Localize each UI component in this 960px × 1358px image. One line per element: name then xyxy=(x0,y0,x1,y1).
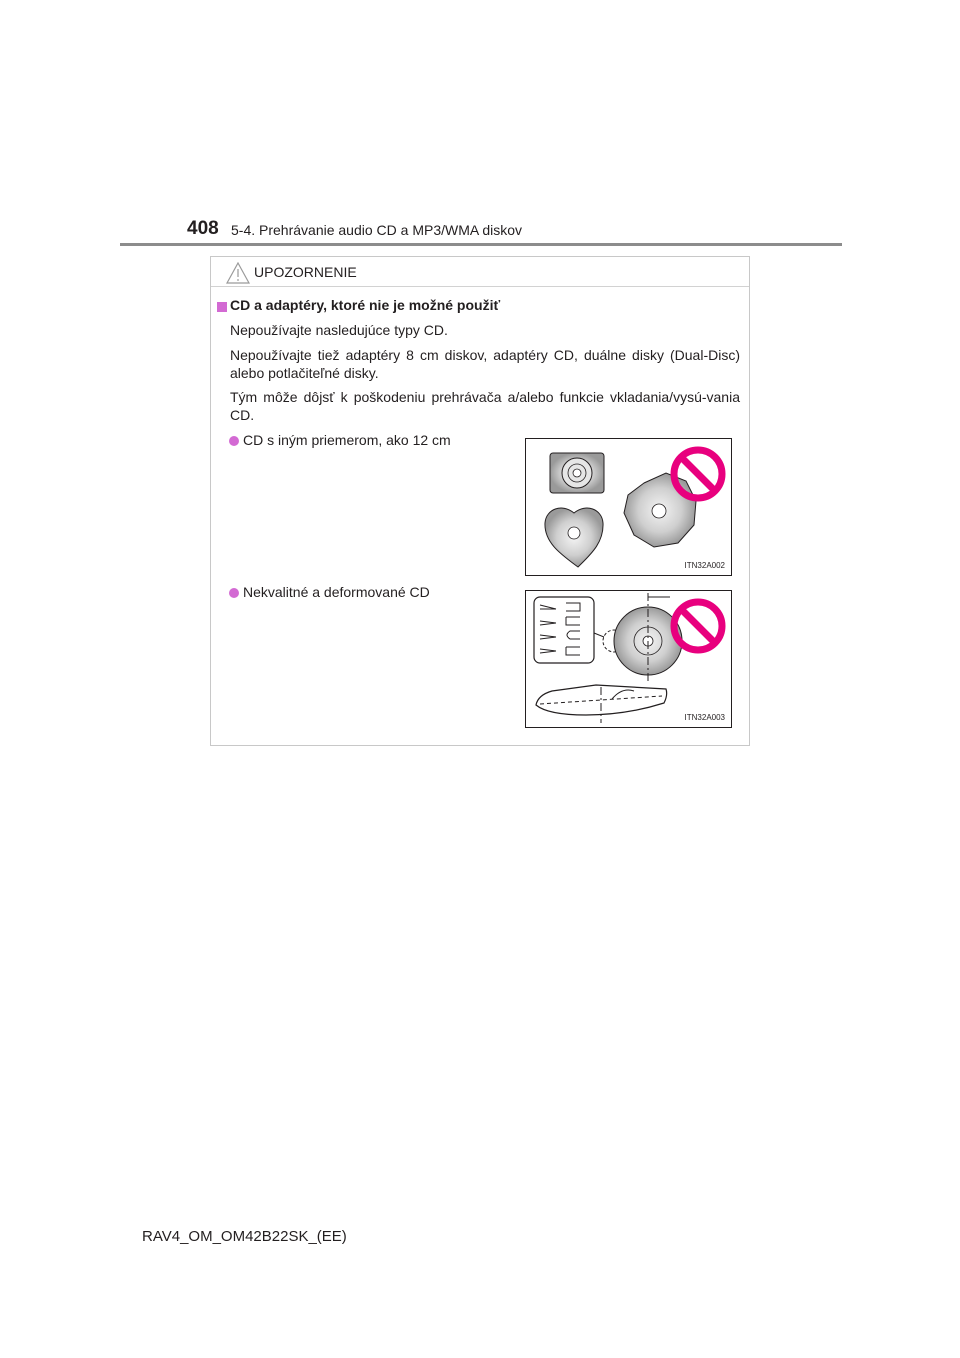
paragraph-2: Nepoužívajte tiež adaptéry 8 cm diskov, adaptéry CD, duálne disky (Dual-Disc) alebo potlačiteľné disky. xyxy=(230,347,740,381)
figure-code: ITN32A003 xyxy=(684,713,725,722)
square-bullet-icon xyxy=(217,302,227,312)
figure-odd-shaped-cds xyxy=(525,438,732,576)
odd-shaped-cd-illustration xyxy=(526,439,731,575)
bullet-text: CD s iným priemerom, ako 12 cm xyxy=(243,432,451,448)
round-bullet-icon xyxy=(229,436,239,446)
bullet-text: Nekvalitné a deformované CD xyxy=(243,584,430,600)
caution-heading: CD a adaptéry, ktoré nie je možné použiť xyxy=(230,297,501,313)
page-number: 408 xyxy=(187,218,219,239)
figure-deformed-cd xyxy=(525,590,732,728)
figure-code: ITN32A002 xyxy=(684,561,725,570)
deformed-cd-illustration xyxy=(526,591,731,727)
section-title: 5-4. Prehrávanie audio CD a MP3/WMA diskov xyxy=(231,222,523,238)
paragraph-3: Tým môže dôjsť k poškodeniu prehrávača a/alebo funkcie vkladania/vysú-vania CD. xyxy=(230,389,740,423)
caution-label: UPOZORNENIE xyxy=(254,264,357,280)
warning-triangle-icon xyxy=(226,262,250,284)
round-bullet-icon xyxy=(229,588,239,598)
paragraph-1: Nepoužívajte nasledujúce typy CD. xyxy=(230,322,448,338)
header-rule xyxy=(120,243,842,246)
document-id: RAV4_OM_OM42B22SK_(EE) xyxy=(142,1228,347,1245)
